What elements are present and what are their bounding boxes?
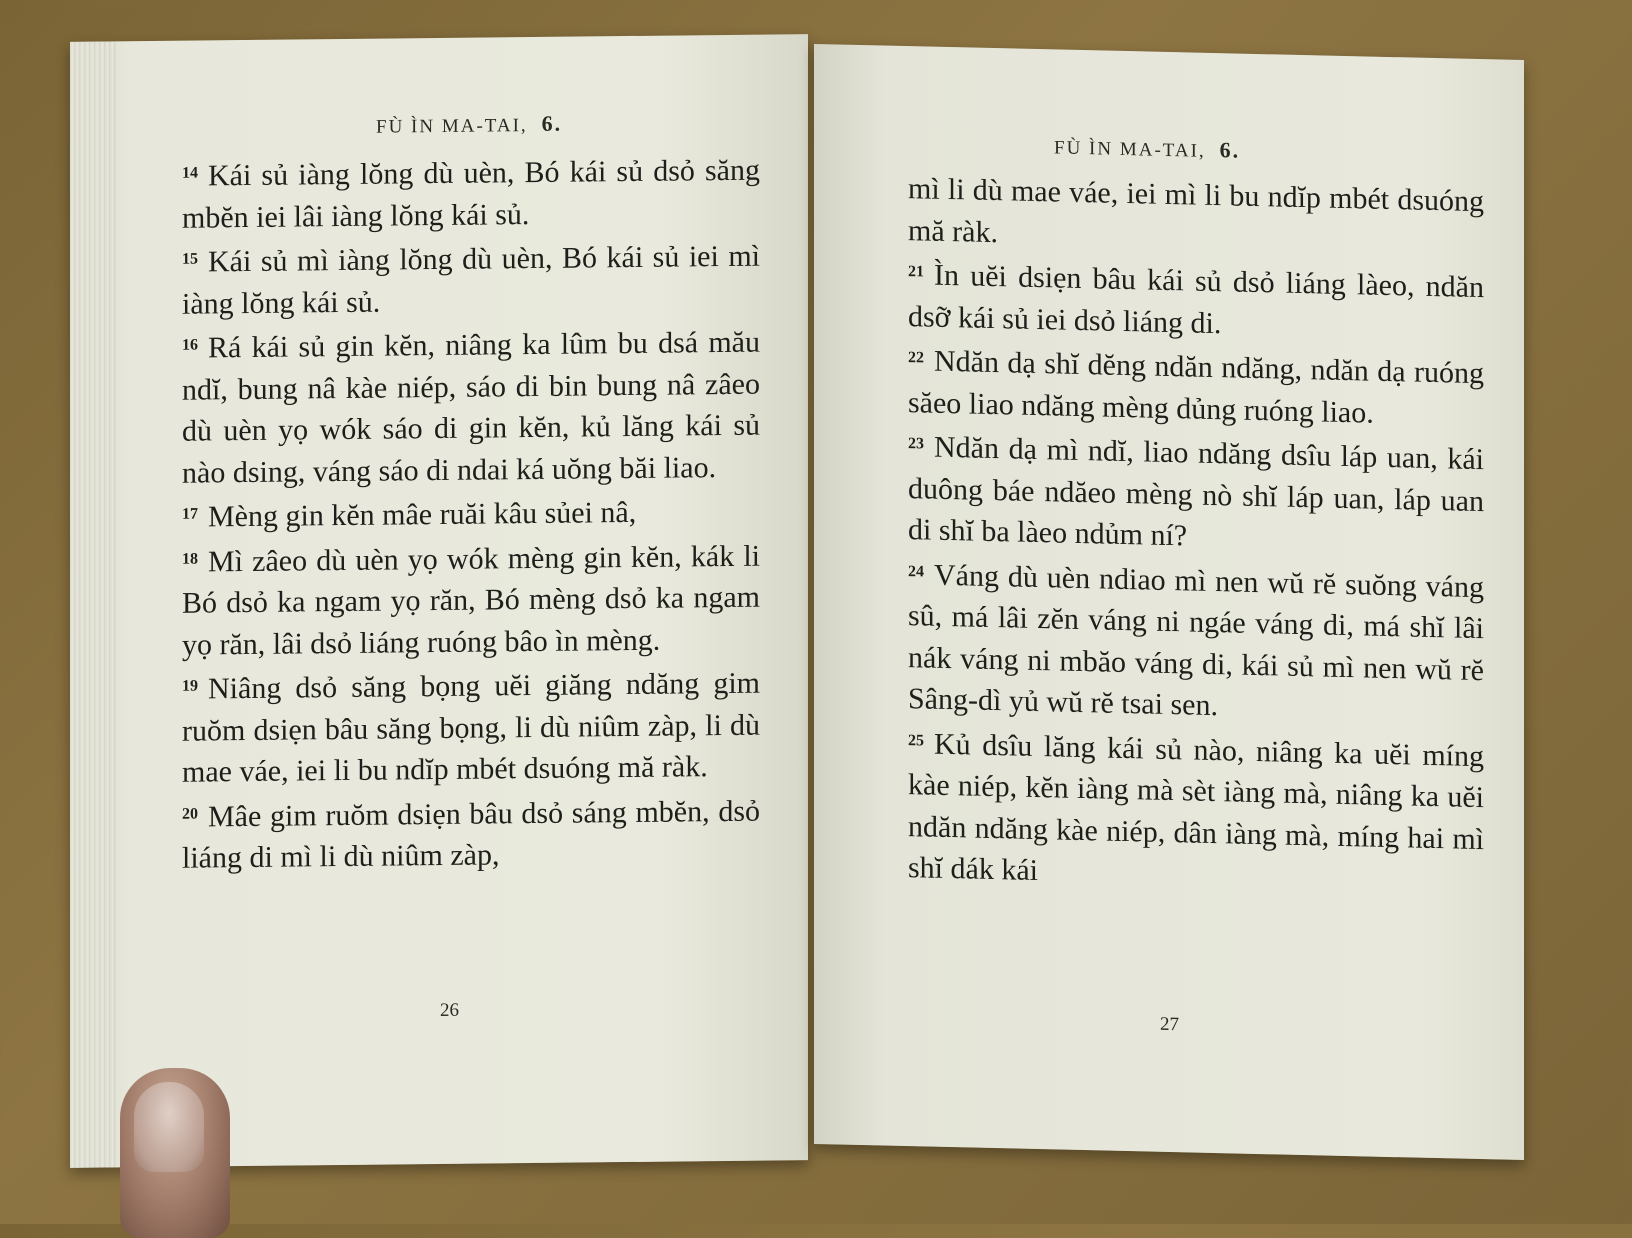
verse-text: Kủ dsîu lăng kái sủ nào, niâng ka uĕi míng kàe niép, kĕn iàng mà sèt iàng mà, niâng ka uĕi ndăn ndăng kàe niép, dân iàng mà, míng hai mì shĭ dák kái: [908, 727, 1484, 888]
thumbnail: [134, 1082, 204, 1172]
verse-number: 24: [908, 562, 924, 580]
verse-text: Mì zâeo dù uèn yọ wók mèng gin kĕn, kák li Bó dsỏ ka ngam yọ răn, Bó mèng dsỏ ka ngam yọ răn, lâi dsỏ liáng ruóng bâo ìn mèng.: [182, 539, 760, 662]
left-page-text: [182, 147, 760, 880]
verse: [182, 660, 760, 794]
verse: [182, 787, 760, 879]
verse-text: Kái sủ mì iàng lŏng dù uèn, Bó kái sủ iei mì iàng lŏng kái sủ.: [182, 239, 760, 321]
verse-continuation: mì li dù mae váe, iei mì li bu ndĭp mbét dsuóng mă ràk.: [908, 172, 1484, 249]
right-chapter-number: 6.: [1219, 137, 1241, 163]
right-page-number: 27: [1160, 1013, 1179, 1036]
verse-number: 25: [908, 731, 924, 749]
verse-text: Mâe gim ruŏm dsiẹn bâu dsỏ sáng mbĕn, dsỏ liáng di mì li dù niûm zàp,: [182, 794, 760, 875]
verse: [908, 551, 1484, 733]
verse-number: 22: [908, 349, 924, 367]
verse-text: Ndăn dạ mì ndĭ, liao ndăng dsîu láp uan, kái duông báe ndăeo mèng nò shĭ láp uan, láp uan di shĭ ba làeo ndủm ní?: [908, 430, 1484, 553]
verse-number: 15: [182, 250, 198, 268]
left-running-head-title: FÙ ÌN MA-TAI,: [376, 115, 528, 138]
right-running-head-title: FÙ ÌN MA-TAI,: [1054, 137, 1206, 162]
verse-number: 20: [182, 805, 198, 823]
verse-text: Rá kái sủ gin kĕn, niâng ka lûm bu dsá mău ndĭ, bung nâ kàe niép, sáo di bin bung nâ zâeo dù uèn yọ wók sáo di gin kĕn, kủ lăng kái sủ nào dsing, váng sáo di ndai ká uŏng băi liao.: [182, 325, 760, 490]
verse-text: Váng dù uèn ndiao mì nen wŭ rĕ suŏng váng sû, má lâi zĕn váng ni ngáe váng di, má shĭ lâi nák váng ni mbăo váng di, kái sủ mì nen wŭ rĕ Sâng-dì yủ wŭ rĕ tsai sen.: [908, 558, 1484, 723]
verse-text: Niâng dsỏ săng bọng uĕi giăng ndăng gim ruŏm dsiẹn bâu săng bọng, li dù niûm zàp, li dù mae váe, iei li bu ndĭp mbét dsuóng mă ràk.: [182, 666, 760, 789]
verse-text: Kái sủ iàng lŏng dù uèn, Bó kái sủ dsỏ săng mbĕn iei lâi iàng lŏng kái sủ.: [182, 153, 760, 235]
open-book: [70, 38, 1550, 1178]
verse: [182, 233, 760, 325]
verse-number: 18: [182, 550, 198, 568]
verse: [908, 251, 1484, 350]
verse: [908, 423, 1484, 564]
verse: [182, 147, 760, 239]
right-page: [814, 44, 1524, 1160]
left-chapter-number: 6.: [541, 110, 563, 136]
verse-text: Ndăn dạ shĭ dĕng ndăn ndăng, ndăn dạ ruóng săeo liao ndăng mèng dủng ruóng liao.: [908, 344, 1484, 430]
verse-number: 14: [182, 164, 198, 182]
verse: [182, 488, 760, 539]
verse-number: 19: [182, 677, 198, 695]
verse-number: 21: [908, 263, 924, 281]
page-edges: [70, 41, 118, 1168]
verse-number: 23: [908, 435, 924, 453]
verse-text: Ìn uĕi dsiẹn bâu kái sủ dsỏ liáng làeo, ndăn dsỡ kái sủ iei dsỏ liáng di.: [908, 258, 1484, 340]
left-page-number: 26: [440, 999, 459, 1021]
verse: [908, 720, 1484, 902]
left-page: [70, 34, 808, 1168]
verse-number: 16: [182, 336, 198, 354]
left-running-head: [376, 111, 562, 139]
verse: [182, 532, 760, 666]
verse-number: 17: [182, 505, 198, 523]
verse: [182, 319, 760, 494]
right-page-text: [908, 168, 1484, 902]
verse-text: Mèng gin kĕn mâe ruăi kâu sủei nâ,: [208, 495, 637, 534]
right-running-head: [1054, 133, 1240, 163]
verse: [908, 337, 1484, 436]
